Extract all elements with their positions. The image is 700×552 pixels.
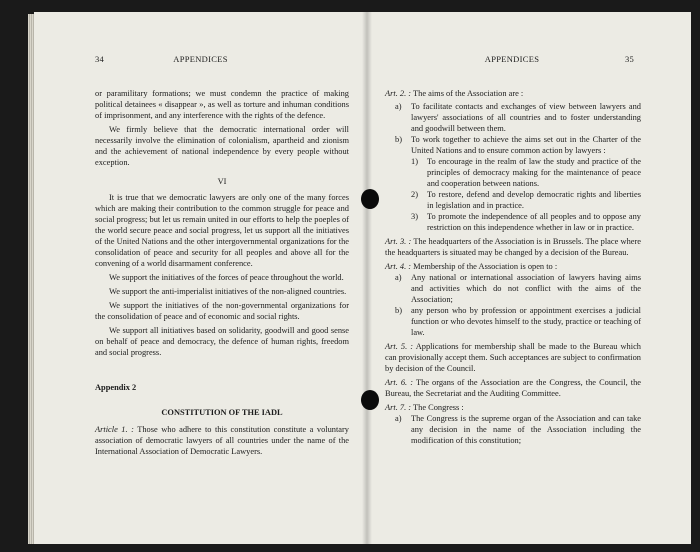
list-item: b) any person who by profession or appointment exercises a judicial function or who devotes himself to the study, practice or teaching of law. — [395, 306, 641, 337]
article-6: Art. 6. : The organs of the Association are the Congress, the Council, the Bureau, the Secretariat and the Auditing Committee. — [385, 378, 641, 398]
paragraph: It is true that we democratic lawyers are only one of the many forces which are making their contribution to the common struggle for peace and social progress; but let us remain united in our efforts to help the poeples of the world secure peace and social progress, let us support all the initiatives of the United Nations and the other intergovernmental organizations for the consolidation of peace and security for all peoples and above all for the convening of a world disarmament conference. — [95, 193, 349, 268]
book-gutter — [362, 12, 372, 544]
article-label: Art. 4. : — [385, 262, 412, 271]
article-label: Art. 3. : — [385, 237, 412, 246]
article-label: Art. 5. : — [385, 342, 414, 351]
list-item: 3) To promote the independence of all peoples and to oppose any restriction on this independence whether in law or in practice. — [411, 212, 641, 232]
article-text: Those who adhere to this constitution constitute a voluntary association of democratic lawyers of all countries under the name of the International Association of Democratic Lawyers. — [95, 425, 349, 456]
article-4: Art. 4. : Membership of the Association is open to : — [385, 262, 558, 271]
article-label: Art. 2. : — [385, 89, 412, 98]
article-5: Art. 5. : Applications for membership shall be made to the Bureau which can provisionally accept them. Such acceptances are subject to confirmation by decision of the Council. — [385, 342, 641, 373]
paragraph: We support all initiatives based on solidarity, goodwill and good sense on behalf of peace and democracy, the defence of human rights, freedom and social progress. — [95, 326, 349, 357]
article-label: Article 1. : — [95, 425, 134, 434]
article-3: Art. 3. : The headquarters of the Association is in Brussels. The place where the headquarters is situated may be changed by a decision of the Bureau. — [385, 237, 641, 257]
running-head: APPENDICES — [173, 54, 228, 64]
list-item: a) To facilitate contacts and exchanges of view between lawyers and lawyers' associations of all countries and to foster understanding and goodwill between them. — [395, 102, 641, 133]
section-heading: VI — [217, 177, 227, 186]
page-number: 34 — [95, 54, 105, 64]
running-head: APPENDICES — [484, 54, 540, 64]
article-label: Art. 6. : — [385, 378, 414, 387]
paragraph: or paramilitary formations; we must condemn the practice of making political detainees « disappear », as well as torture and inhuman conditions of imprisonment, and any interference with the rights of the defence. — [95, 89, 349, 120]
appendix-title: Appendix 2 — [95, 383, 137, 392]
list-item: b) To work together to achieve the aims set out in the Charter of the United Nations and to ensure common action by lawyers : — [395, 135, 641, 155]
article-1 — [95, 424, 349, 457]
page-number: 35 — [625, 54, 635, 64]
list-item: a) The Congress is the supreme organ of the Association and can take any decision in the name of the Association including the modification of this constitution; — [395, 414, 641, 445]
constitution-title: CONSTITUTION OF THE IADL — [161, 408, 283, 417]
list-item: 1) To encourage in the realm of law the study and practice of the principles of democracy making for the maintenance of peace and cooperation between nations. — [411, 157, 641, 188]
article-7: Art. 7. : The Congress : — [385, 403, 464, 412]
list-item: a) Any national or international association of lawyers having aims and activities which do not conflict with the aims of the Association; — [395, 273, 641, 304]
binding-hole — [361, 189, 379, 209]
article-2: Art. 2. : The aims of the Association are : — [385, 89, 524, 98]
paragraph: We support the initiatives of the non-governmental organizations for the consolidation of peace and of economic and social rights. — [95, 301, 349, 321]
left-body — [95, 88, 349, 457]
right-body — [385, 88, 641, 446]
right-page — [367, 12, 691, 544]
binding-hole — [361, 390, 379, 410]
article-label: Art. 7. : — [385, 403, 412, 412]
paragraph: We support the anti-imperialist initiatives of the non-aligned countries. — [109, 287, 347, 296]
left-page — [34, 12, 367, 544]
paragraph: We support the initiatives of the forces of peace throughout the world. — [109, 273, 344, 282]
list-item: 2) To restore, defend and develop democratic rights and liberties in legislation and in practice. — [411, 190, 641, 210]
paragraph: We firmly believe that the democratic international order will necessarily involve the elimination of colonialism, apartheid and zionism and the achievement of national independence by every people without exception. — [95, 125, 349, 167]
